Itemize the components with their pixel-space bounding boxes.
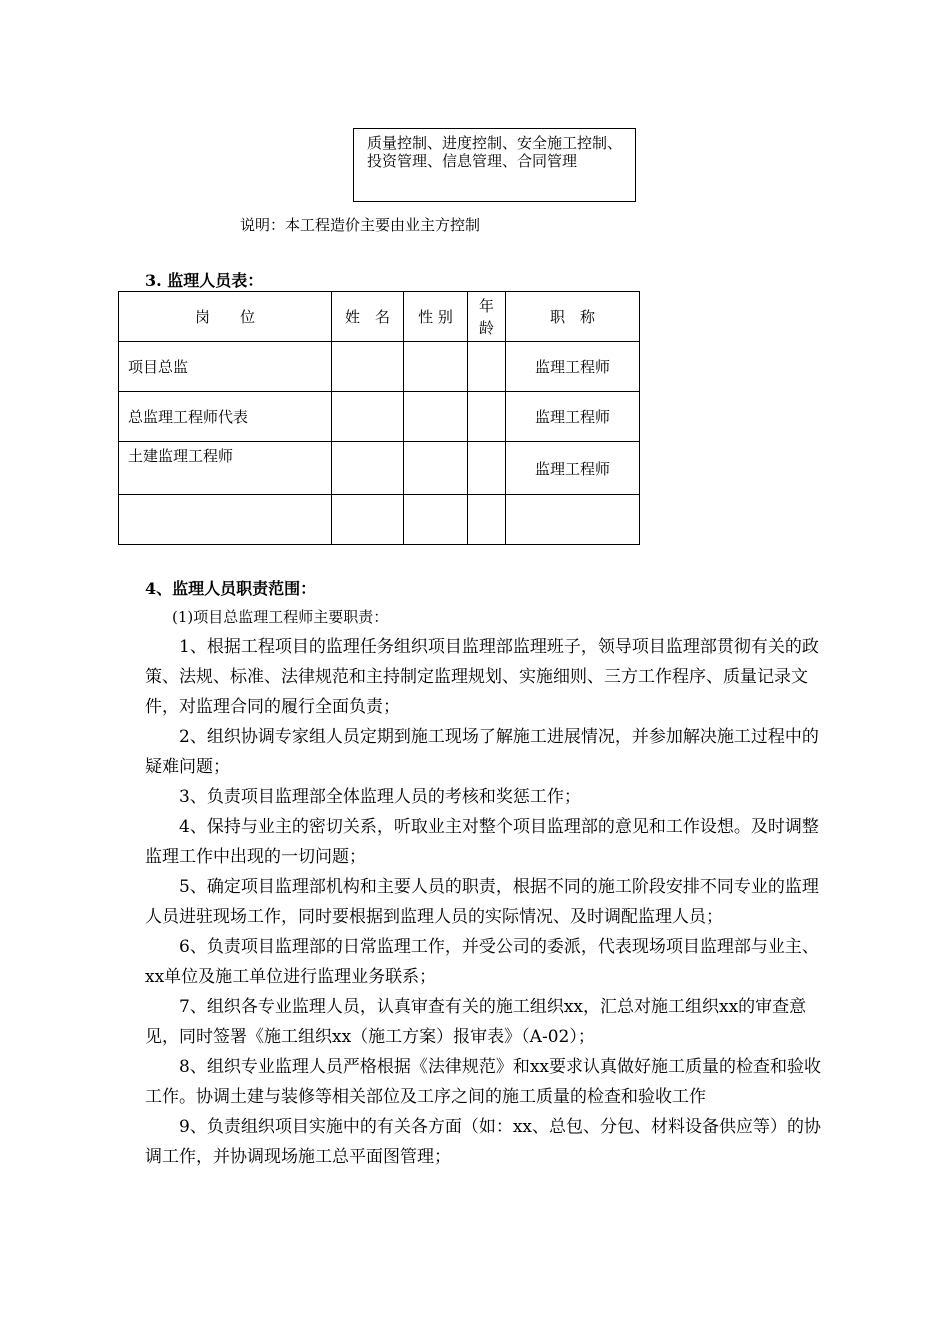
cell-name: [332, 495, 404, 545]
duties-list: [145, 632, 835, 1172]
table-row: [119, 495, 640, 545]
staff-table: [118, 291, 640, 545]
header-title: 职 称: [506, 292, 640, 342]
cell-age: [468, 442, 506, 495]
control-scope-text: 质量控制、进度控制、安全施工控制、投资管理、信息管理、合同管理: [367, 134, 623, 170]
cell-post: 项目总监: [119, 342, 332, 392]
cell-title: 监理工程师: [506, 342, 640, 392]
header-post: 岗 位: [119, 292, 332, 342]
subsection-title: (1)项目总监理工程师主要职责：: [172, 608, 389, 626]
duty-paragraph: 7、组织各专业监理人员，认真审查有关的施工组织xx，汇总对施工组织xx的审查意见，同时签署《施工组织xx（施工方案）报审表》（A-02）；: [145, 997, 807, 1047]
cell-age: [468, 342, 506, 392]
table-row: [119, 392, 640, 442]
table-row: [119, 442, 640, 495]
duty-paragraph: 3、负责项目监理部全体监理人员的考核和奖惩工作；: [179, 787, 581, 807]
table-header-row: [119, 292, 640, 342]
table-row: [119, 342, 640, 392]
cell-gender: [404, 495, 468, 545]
cell-gender: [404, 442, 468, 495]
cell-name: [332, 342, 404, 392]
cell-gender: [404, 392, 468, 442]
header-gender: 性 别: [404, 292, 468, 342]
duty-paragraph: 6、负责项目监理部的日常监理工作，并受公司的委派，代表现场项目监理部与业主、xx单位及施工单位进行监理业务联系；: [145, 937, 819, 987]
duty-paragraph: 4、保持与业主的密切关系，听取业主对整个项目监理部的意见和工作设想。及时调整监理工作中出现的一切问题；: [145, 817, 819, 867]
cell-post: 土建监理工程师: [119, 442, 332, 495]
cell-title: 监理工程师: [506, 392, 640, 442]
control-scope-box: [353, 128, 636, 202]
cell-title: [506, 495, 640, 545]
cell-post: [119, 495, 332, 545]
duty-paragraph: 8、组织专业监理人员严格根据《法律规范》和xx要求认真做好施工质量的检查和验收工作。协调土建与装修等相关部位及工序之间的施工质量的检查和验收工作: [145, 1057, 821, 1107]
header-age: [468, 292, 506, 342]
header-age-label: 年龄: [478, 296, 494, 337]
duty-paragraph: 2、组织协调专家组人员定期到施工现场了解施工进展情况，并参加解决施工过程中的疑难问题；: [145, 727, 819, 777]
section3-title: 3. 监理人员表：: [145, 271, 264, 290]
cell-name: [332, 442, 404, 495]
duty-paragraph: 1、根据工程项目的监理任务组织项目监理部监理班子，领导项目监理部贯彻有关的政策、法规、标准、法律规范和主持制定监理规划、实施细则、三方工作程序、质量记录文件，对监理合同的履行全面负责；: [145, 637, 819, 717]
cell-name: [332, 392, 404, 442]
duty-paragraph: 9、负责组织项目实施中的有关各方面（如：xx、总包、分包、材料设备供应等）的协调工作，并协调现场施工总平面图管理；: [145, 1117, 821, 1167]
cell-age: [468, 495, 506, 545]
cell-age: [468, 392, 506, 442]
cell-title: 监理工程师: [506, 442, 640, 495]
cost-control-note: 说明：本工程造价主要由业主方控制: [240, 216, 481, 234]
duty-paragraph: 5、确定项目监理部机构和主要人员的职责，根据不同的施工阶段安排不同专业的监理人员进驻现场工作，同时要根据到监理人员的实际情况、及时调配监理人员；: [145, 877, 819, 927]
cell-gender: [404, 342, 468, 392]
header-name: 姓 名: [332, 292, 404, 342]
cell-post: 总监理工程师代表: [119, 392, 332, 442]
section4-title: 4、监理人员职责范围：: [145, 579, 317, 598]
